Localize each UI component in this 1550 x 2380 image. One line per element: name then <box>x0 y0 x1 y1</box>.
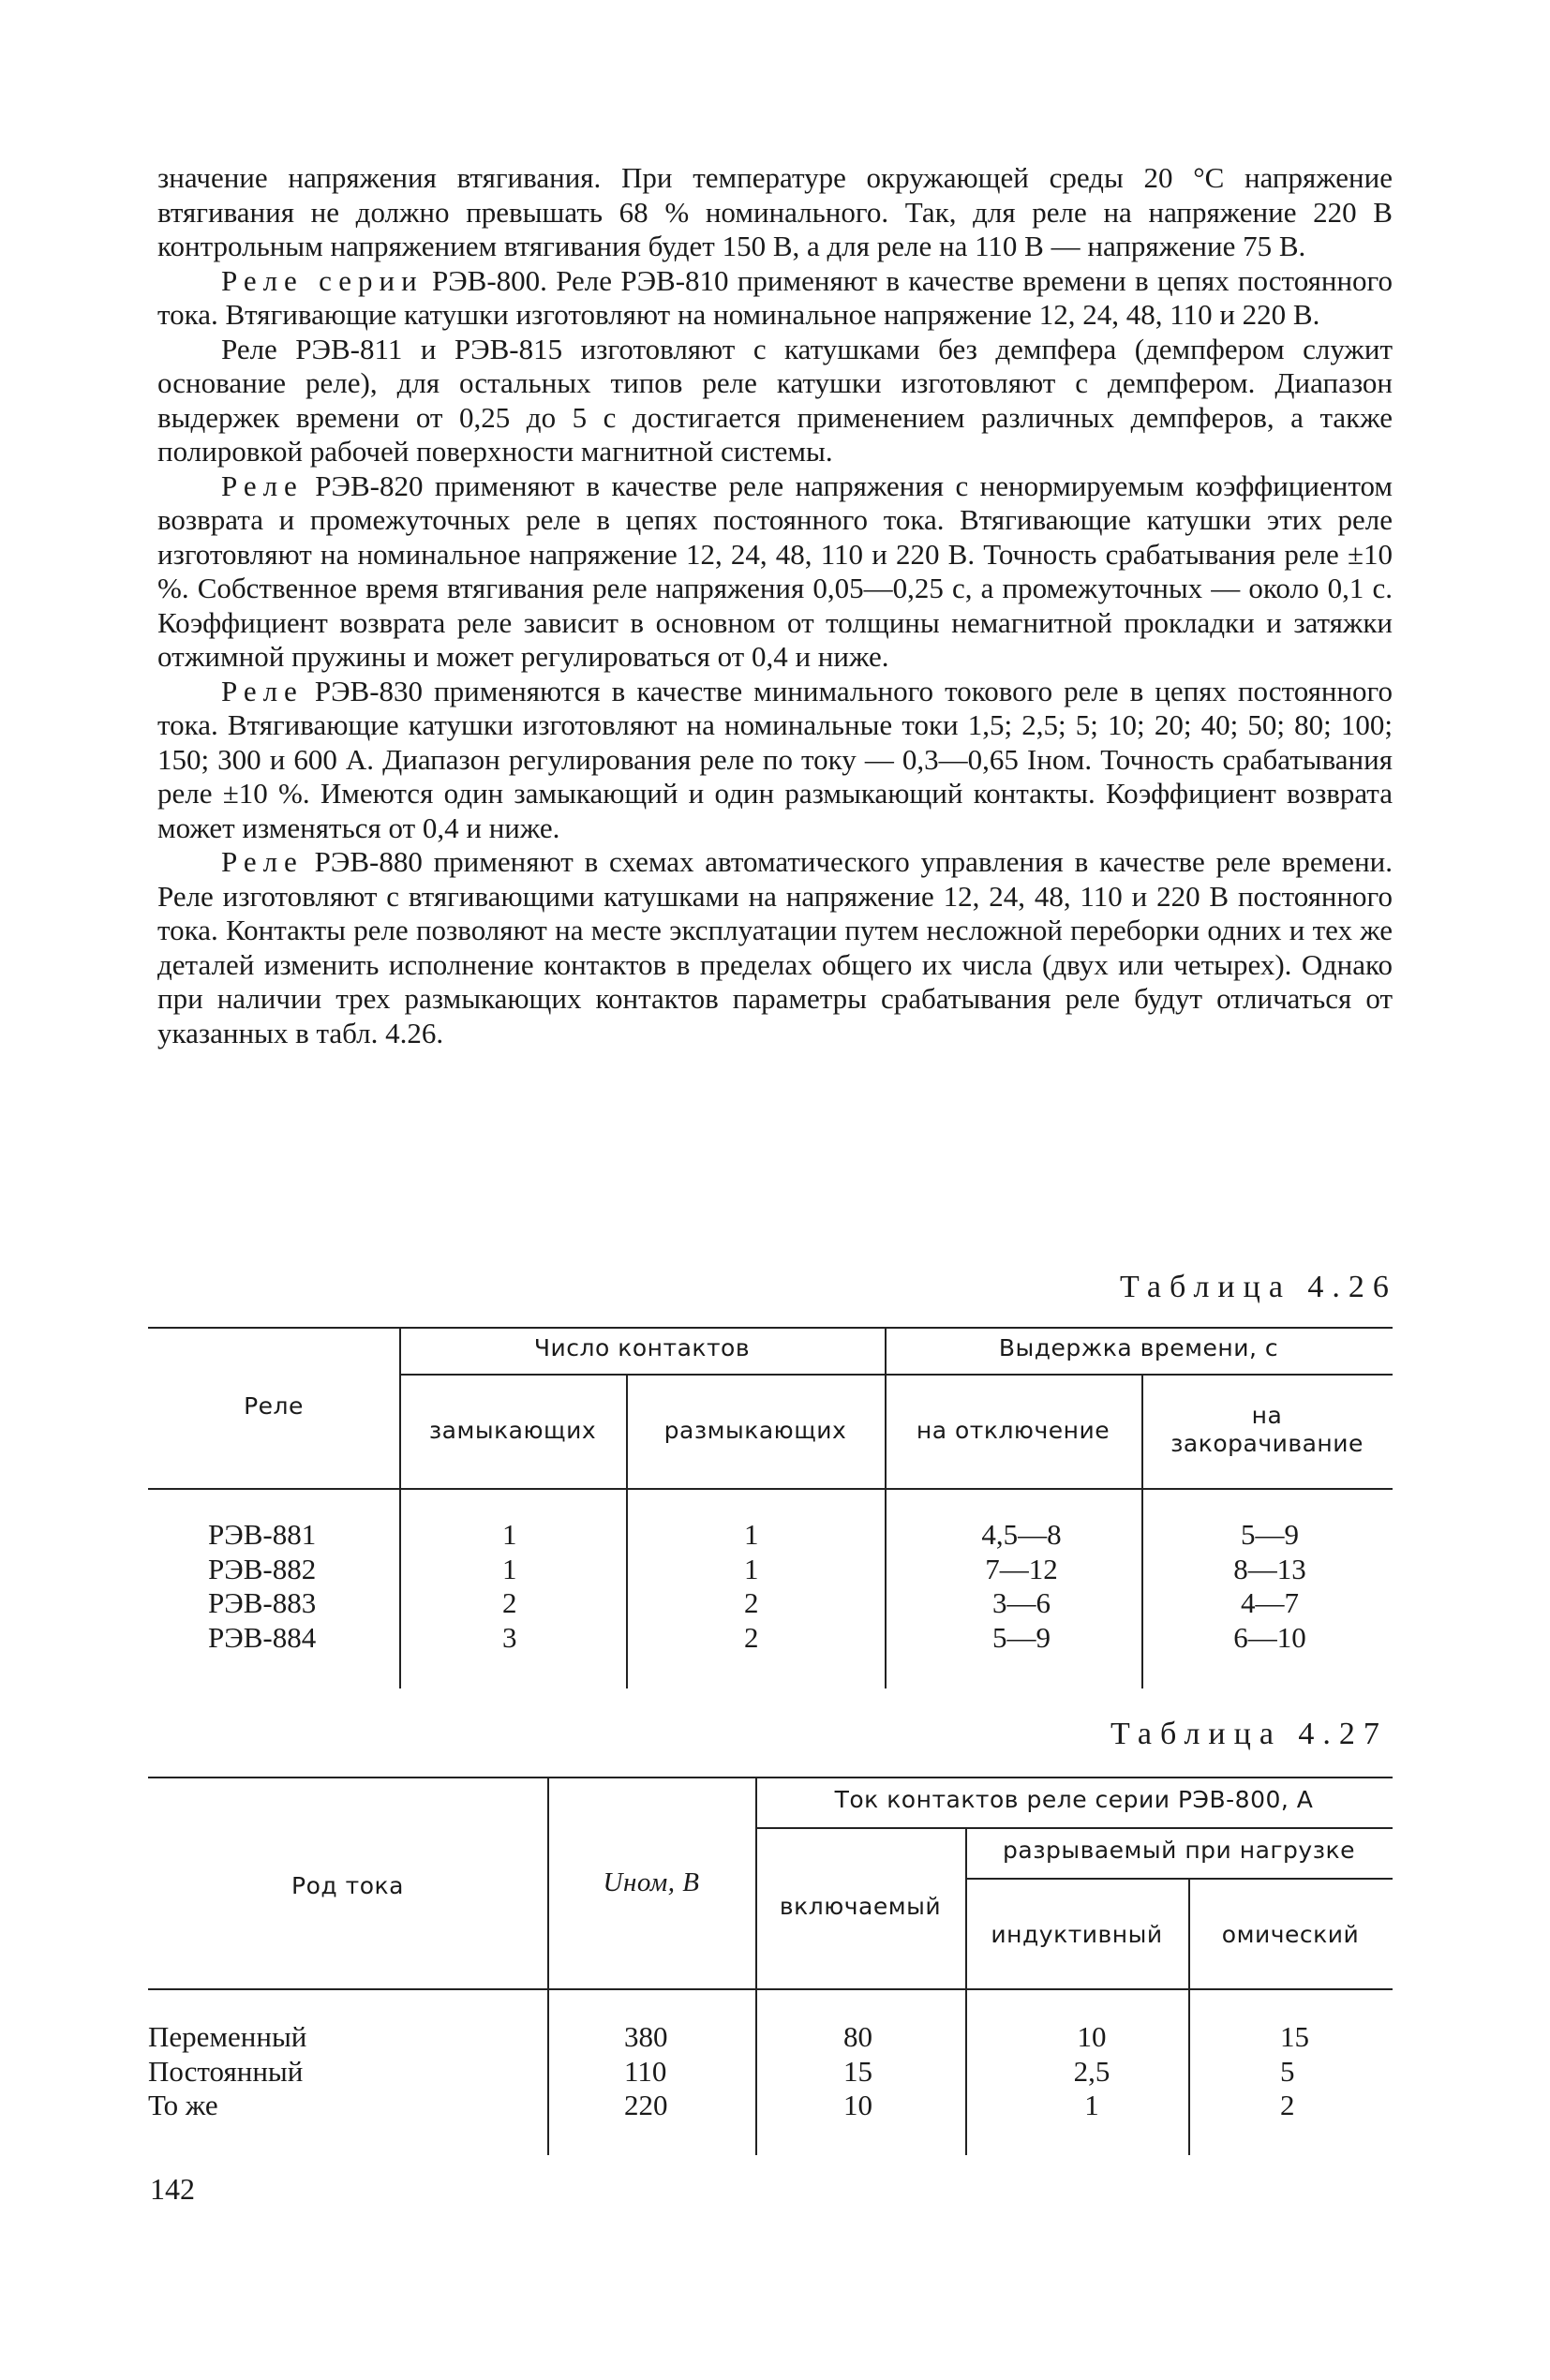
table-cell: 110 <box>624 2054 667 2088</box>
header-switched-on: включаемый <box>779 1893 942 1920</box>
table-cell: 7—12 <box>985 1552 1058 1585</box>
paragraph: значение напряжения втягивания. При температуре окружающей среды 20 °С напряжение втягивания не должно превышать 68 % номинального. Так, для реле на напряжение 220 В контрольным напряжением втягивания будет 150 В, а для реле на 110 В — напряжение 75 В. <box>157 161 1393 262</box>
table-cell: 2 <box>744 1620 759 1654</box>
header-closing: замыкающих <box>428 1417 597 1444</box>
header-time-delay: Выдержка времени, с <box>998 1334 1279 1361</box>
table-cell: 10 <box>1077 2020 1107 2053</box>
table-cell: 5—9 <box>992 1620 1051 1654</box>
header-short: на закорачивание <box>1170 1402 1364 1457</box>
table-cell: 380 <box>624 2020 668 2053</box>
table-cell: 220 <box>624 2089 668 2121</box>
header-off: на отключение <box>916 1417 1110 1444</box>
header-ohmic: омический <box>1221 1921 1360 1948</box>
table-cell: Постоянный <box>148 2054 304 2088</box>
header-contacts-count: Число контактов <box>533 1334 751 1361</box>
table-cell: 2 <box>502 1586 517 1619</box>
table-cell: 15 <box>1280 2020 1309 2053</box>
body-text <box>157 161 1393 1050</box>
table-cell: 2 <box>744 1586 759 1619</box>
paragraph: Реле РЭВ-880 применяют в схемах автоматического управления в качестве реле времени. Реле изготовляют с втягивающими катушками на напряжение 12, 24, 48, 110 и 220 В постоянного тока. Контакты реле позволяют на месте эксплуатации путем несложной переборки одних и тех же деталей изменить исполнение контактов в пределах общего их числа (двух или четырех). Однако при наличии трех размыкающих контактов параметры срабатывания реле будут отличаться от указанных в табл. 4.26. <box>157 845 1393 1049</box>
table-cell: Переменный <box>148 2020 307 2053</box>
table-cell: 3—6 <box>992 1586 1051 1619</box>
table-cell: 15 <box>843 2054 872 2088</box>
opening-column <box>744 1518 759 1655</box>
paragraph: Реле РЭВ-820 применяют в качестве реле напряжения с ненормируемым коэффициентом возврата и промежуточных реле в цепях постоянного тока. Втягивающие катушки этих реле изготовляют на номинальное напряжение 12, 24, 48, 110 и 220 В. Точность срабатывания реле ±10 %. Собственное время втягивания реле напряжения 0,05—0,25 с, а промежуточных — около 0,1 с. Коэффициент возврата реле зависит в основном от толщины немагнитной прокладки и затяжки отжимной пружины и может регулироваться от 0,4 и ниже. <box>157 469 1393 673</box>
table-cell: 4—7 <box>1241 1586 1299 1619</box>
table-cell: То же <box>148 2089 218 2121</box>
table-cell: 8—13 <box>1233 1552 1306 1585</box>
table-4-26-title: Таблица 4.26 <box>1120 1270 1397 1304</box>
table-cell: 4,5—8 <box>981 1518 1062 1551</box>
table-cell: 2,5 <box>1073 2054 1110 2088</box>
page-number: 142 <box>150 2172 195 2206</box>
paragraph: Реле РЭВ-830 применяются в качестве минимального токового реле в цепях постоянного тока. Втягивающие катушки изготовляют на номинальные токи 1,5; 2,5; 5; 10; 20; 40; 50; 80; 100; 150; 300 и 600 А. Диапазон регулирования реле по току — 0,3—0,65 Iном. Точность срабатывания реле ±10 %. Имеются один замыкающий и один размыкающий контакты. Коэффициент возврата может изменяться от 0,4 и ниже. <box>157 674 1393 844</box>
relay-column <box>208 1518 316 1655</box>
header-current-type: Род тока <box>291 1872 404 1899</box>
header-break-load: разрываемый при нагрузке <box>1003 1837 1355 1864</box>
table-cell: 1 <box>1084 2089 1099 2121</box>
unom-column <box>624 2020 668 2123</box>
table-cell: РЭВ-883 <box>208 1586 317 1619</box>
paragraph: Реле РЭВ-811 и РЭВ-815 изготовляют с катушками без демпфера (демпфером служит основание реле), для остальных типов реле катушки изготовляют с демпфером. Диапазон выдержек времени от 0,25 до 5 с достигается применением различных демпферов, а также полировкой рабочей поверхности магнитной системы. <box>157 332 1393 468</box>
ohmic-column <box>1280 2020 1309 2123</box>
off-column <box>956 1518 1087 1655</box>
table-cell: 1 <box>502 1552 517 1585</box>
short-column <box>1218 1518 1321 1655</box>
table-cell: РЭВ-884 <box>208 1620 317 1654</box>
paragraph: Реле серии РЭВ-800. Реле РЭВ-810 применяют в качестве времени в цепях постоянного тока. Втягивающие катушки изготовляют на номинальное напряжение 12, 24, 48, 110 и 220 В. <box>157 263 1393 331</box>
header-relay: Реле <box>244 1392 304 1420</box>
table-cell: 1 <box>744 1518 759 1551</box>
header-contact-current: Ток контактов реле серии РЭВ-800, А <box>834 1786 1314 1813</box>
table-cell: 3 <box>502 1620 517 1654</box>
table-cell: 1 <box>502 1518 517 1551</box>
inductive-column <box>1040 2020 1143 2123</box>
table-cell: 2 <box>1280 2089 1295 2121</box>
table-4-27-title: Таблица 4.27 <box>1110 1717 1388 1751</box>
table-cell: РЭВ-882 <box>208 1552 317 1585</box>
table-cell: 5 <box>1280 2054 1295 2088</box>
table-cell: 5—9 <box>1241 1518 1299 1551</box>
table-cell: РЭВ-881 <box>208 1518 317 1551</box>
table-cell: 6—10 <box>1233 1620 1306 1654</box>
header-opening: размыкающих <box>663 1417 847 1444</box>
header-inductive: индуктивный <box>991 1921 1163 1948</box>
table-cell: 1 <box>744 1552 759 1585</box>
closing-column <box>502 1518 517 1655</box>
table-cell: 10 <box>843 2089 872 2121</box>
current-type-column <box>148 2020 306 2123</box>
header-unom: Uном, В <box>603 1867 700 1897</box>
table-cell: 80 <box>843 2020 872 2053</box>
switched-on-column <box>843 2020 872 2123</box>
